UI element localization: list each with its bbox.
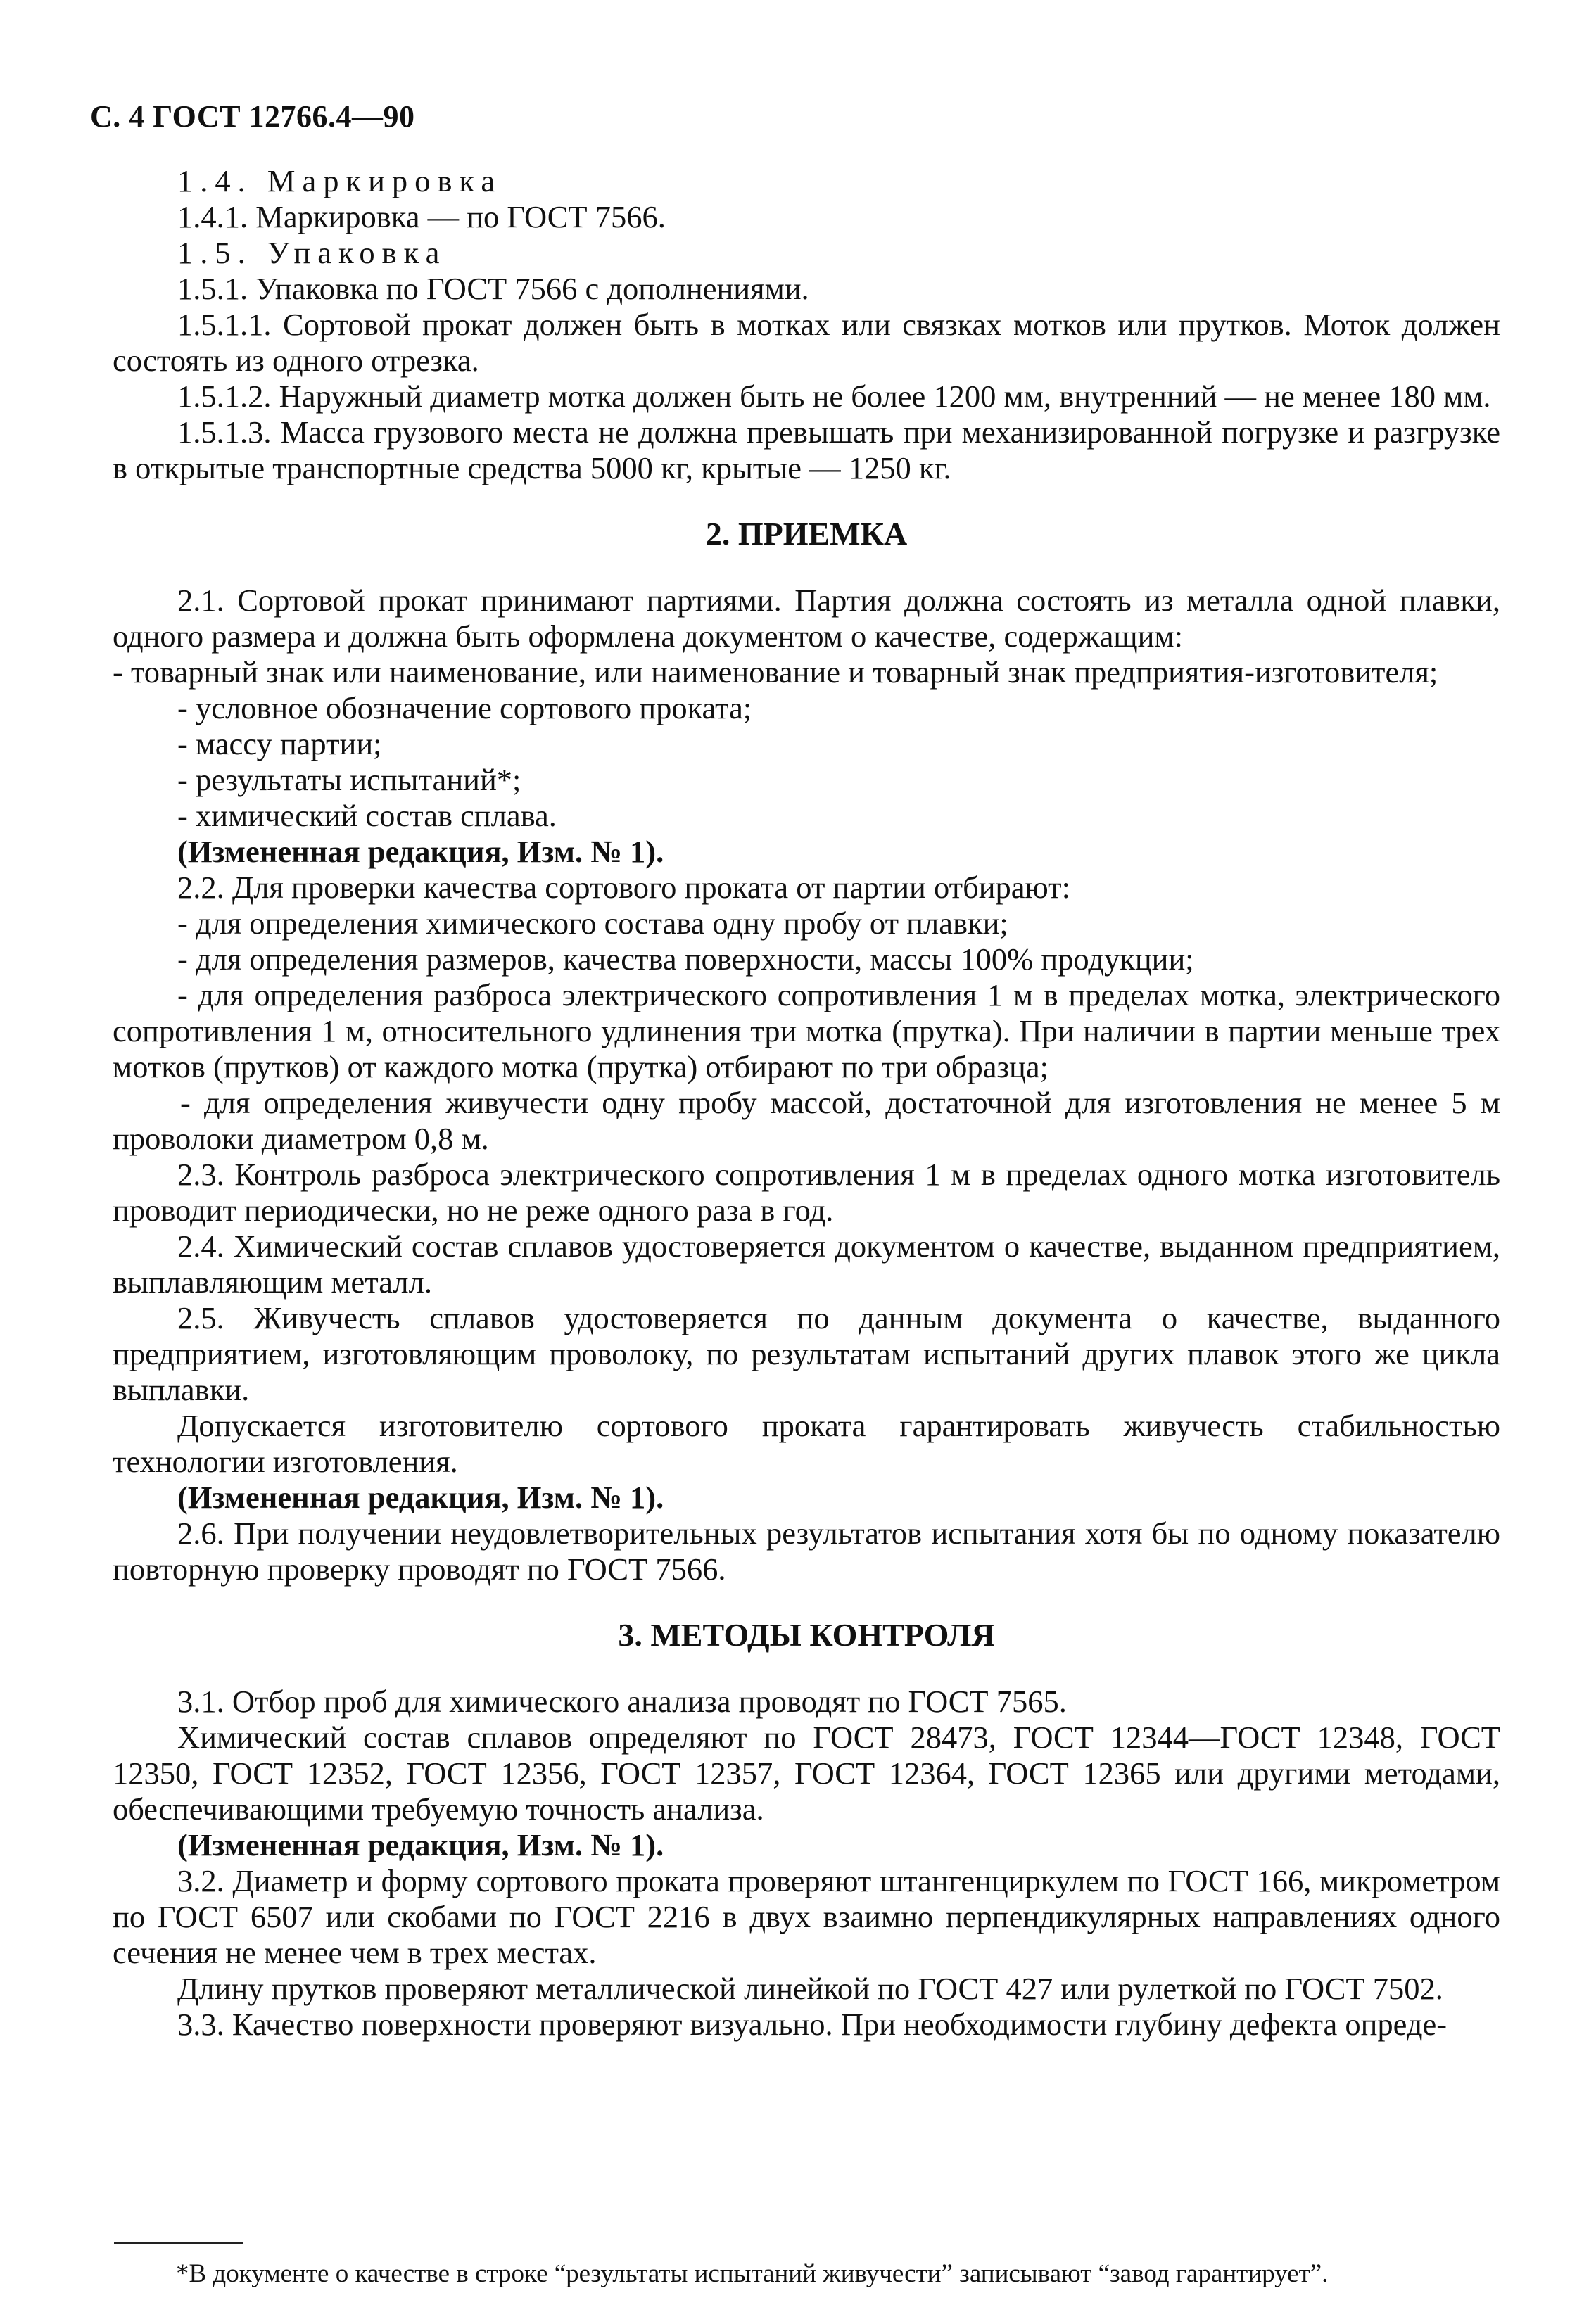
subsection-title-packing: 1.5. Упаковка — [177, 235, 447, 270]
paragraph-3-2-b: Длину прутков проверяют металлической линейкой по ГОСТ 427 или рулеткой по ГОСТ 7502. — [177, 1971, 1443, 2006]
paragraph-2-5-b: Допускается изготовителю сортового проката гарантировать живучесть стабильностью технологии изготовления. — [113, 1408, 1500, 1479]
list-item: - для определения химического состава одну пробу от плавки; — [177, 906, 1008, 941]
paragraph-2-6: 2.6. При получении неудовлетворительных результатов испытания хотя бы по одному показателю повторную проверку проводят по ГОСТ 7566. — [113, 1516, 1500, 1587]
paragraph-1-4-1: 1.4.1. Маркировка — по ГОСТ 7566. — [177, 199, 666, 234]
list-item: - для определения размеров, качества поверхности, массы 100% продукции; — [177, 941, 1194, 977]
paragraph-2-3: 2.3. Контроль разброса электрического сопротивления 1 м в пределах одного мотка изготовитель проводит периодически, но не реже одного раза в год. — [113, 1157, 1500, 1228]
list-item: - результаты испытаний*; — [177, 762, 521, 797]
section-heading-control-methods: 3. МЕТОДЫ КОНТРОЛЯ — [618, 1617, 995, 1653]
paragraph-1-5-1: 1.5.1. Упаковка по ГОСТ 7566 с дополнениями. — [177, 271, 809, 306]
section-heading-acceptance: 2. ПРИЕМКА — [705, 516, 908, 552]
paragraph-3-2: 3.2. Диаметр и форму сортового проката проверяют штангенциркулем по ГОСТ 166, микрометром по ГОСТ 6507 или скобами по ГОСТ 2216 в двух взаимно перпендикулярных направлениях одного сечения не менее чем в трех местах. — [113, 1863, 1500, 1970]
list-item: - химический состав сплава. — [177, 798, 557, 833]
footnote: *В документе о качестве в строке “результаты испытаний живучести” записывают “завод гарантирует”. — [176, 2259, 1329, 2288]
paragraph-2-2: 2.2. Для проверки качества сортового проката от партии отбирают: — [177, 870, 1070, 905]
revision-note: (Измененная редакция, Изм. № 1). — [177, 1480, 664, 1515]
paragraph-3-1: 3.1. Отбор проб для химического анализа проводят по ГОСТ 7565. — [177, 1684, 1067, 1719]
paragraph-2-1: 2.1. Сортовой прокат принимают партиями. Партия должна состоять из металла одной плавки, одного размера и должна быть оформлена документом о качестве, содержащим: — [113, 583, 1500, 654]
paragraph-2-5: 2.5. Живучесть сплавов удостоверяется по данным документа о качестве, выданного предприятием, изготовляющим проволоку, по результатам испытаний других плавок этого же цикла выплавки. — [113, 1300, 1500, 1407]
list-item: - условное обозначение сортового проката; — [177, 690, 752, 725]
document-body — [113, 163, 1500, 2043]
list-item: - для определения разброса электрического сопротивления 1 м в пределах мотка, электрического сопротивления 1 м, относительного удлинения три мотка (прутка). При наличии в партии меньше трех мотков (прутков) от каждого мотка (прутка) отбирают по три образца; — [113, 977, 1500, 1084]
paragraph-3-3: 3.3. Качество поверхности проверяют визуально. При необходимости глубину дефекта опреде- — [177, 2007, 1448, 2042]
revision-note: (Измененная редакция, Изм. № 1). — [177, 1827, 664, 1862]
revision-note: (Измененная редакция, Изм. № 1). — [177, 834, 664, 869]
subsection-title-marking: 1.4. Маркировка — [177, 163, 502, 198]
paragraph-1-5-1-1: 1.5.1.1. Сортовой прокат должен быть в мотках или связках мотков или прутков. Моток должен состоять из одного отрезка. — [113, 307, 1500, 378]
paragraph-1-5-1-2: 1.5.1.2. Наружный диаметр мотка должен быть не более 1200 мм, внутренний — не менее 180 мм. — [177, 379, 1491, 414]
paragraph-3-1-b: Химический состав сплавов определяют по ГОСТ 28473, ГОСТ 12344—ГОСТ 12348, ГОСТ 12350, ГОСТ 12352, ГОСТ 12356, ГОСТ 12357, ГОСТ 12364, ГОСТ 12365 или другими методами, обеспечивающими требуемую точность анализа. — [113, 1720, 1500, 1827]
list-item: - товарный знак или наименование, или наименование и товарный знак предприятия-изготовителя; — [113, 654, 1438, 690]
list-item: - массу партии; — [177, 726, 382, 761]
list-item: - для определения живучести одну пробу массой, достаточной для изготовления не менее 5 м проволоки диаметром 0,8 м. — [113, 1085, 1500, 1156]
page-header: С. 4 ГОСТ 12766.4—90 — [90, 99, 415, 134]
footnote-divider — [114, 2242, 243, 2244]
paragraph-1-5-1-3: 1.5.1.3. Масса грузового места не должна превышать при механизированной погрузке и разгрузке в открытые транспортные средства 5000 кг, крытые — 1250 кг. — [113, 414, 1500, 485]
paragraph-2-4: 2.4. Химический состав сплавов удостоверяется документом о качестве, выданном предприятием, выплавляющим металл. — [113, 1228, 1500, 1300]
